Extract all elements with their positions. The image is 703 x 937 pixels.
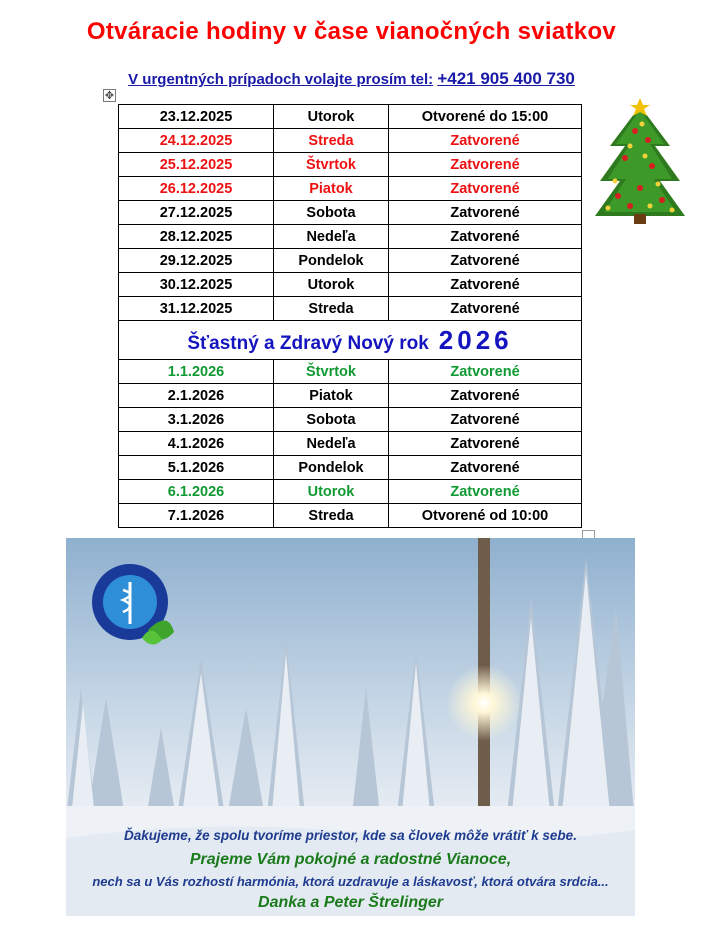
christmas-wish: Prajeme Vám pokojné a radostné Vianoce, bbox=[189, 851, 512, 868]
urgent-text: V urgentných prípadoch volajte prosím tel: bbox=[128, 71, 434, 88]
day-cell: Streda bbox=[274, 129, 389, 153]
status-cell: Otvorené od 10:00 bbox=[389, 504, 582, 528]
day-cell: Piatok bbox=[274, 384, 389, 408]
phone-number[interactable]: +421 905 400 730 bbox=[437, 69, 575, 88]
status-cell: Zatvorené bbox=[389, 249, 582, 273]
date-cell: 31.12.2025 bbox=[119, 297, 274, 321]
date-cell: 29.12.2025 bbox=[119, 249, 274, 273]
day-cell: Utorok bbox=[274, 105, 389, 129]
date-cell: 26.12.2025 bbox=[119, 177, 274, 201]
date-cell: 7.1.2026 bbox=[119, 504, 274, 528]
harmony-text: nech sa u Vás rozhostí harmónia, ktorá uzdravuje a láskavosť, ktorá otvára srdcia... bbox=[92, 874, 609, 889]
day-cell: Streda bbox=[274, 504, 389, 528]
status-cell: Zatvorené bbox=[389, 273, 582, 297]
date-cell: 30.12.2025 bbox=[119, 273, 274, 297]
day-cell: Pondelok bbox=[274, 456, 389, 480]
table-row bbox=[119, 480, 582, 504]
status-cell: Zatvorené bbox=[389, 456, 582, 480]
table-row bbox=[119, 504, 582, 528]
date-cell: 28.12.2025 bbox=[119, 225, 274, 249]
status-cell: Zatvorené bbox=[389, 153, 582, 177]
status-cell: Zatvorené bbox=[389, 384, 582, 408]
day-cell: Utorok bbox=[274, 480, 389, 504]
signature: Danka a Peter Štrelinger bbox=[258, 894, 443, 911]
date-cell: 3.1.2026 bbox=[119, 408, 274, 432]
table-row bbox=[119, 408, 582, 432]
day-cell: Pondelok bbox=[274, 249, 389, 273]
thank-you-text: Ďakujeme, že spolu tvoríme priestor, kde sa človek môže vrátiť k sebe. bbox=[124, 828, 577, 843]
table-row bbox=[119, 225, 582, 249]
day-cell: Streda bbox=[274, 297, 389, 321]
table-row bbox=[119, 129, 582, 153]
status-cell: Zatvorené bbox=[389, 177, 582, 201]
status-cell: Zatvorené bbox=[389, 480, 582, 504]
page-title: Otváracie hodiny v čase vianočných sviatkov bbox=[86, 18, 617, 45]
date-cell: 24.12.2025 bbox=[119, 129, 274, 153]
date-cell: 23.12.2025 bbox=[119, 105, 274, 129]
day-cell: Sobota bbox=[274, 408, 389, 432]
date-cell: 1.1.2026 bbox=[119, 360, 274, 384]
date-cell: 4.1.2026 bbox=[119, 432, 274, 456]
new-year-row bbox=[119, 321, 582, 360]
status-cell: Zatvorené bbox=[389, 129, 582, 153]
centrum-logo bbox=[90, 560, 180, 650]
status-cell: Zatvorené bbox=[389, 225, 582, 249]
table-row bbox=[119, 432, 582, 456]
table-row bbox=[119, 297, 582, 321]
table-row bbox=[119, 456, 582, 480]
table-row bbox=[119, 384, 582, 408]
status-cell: Zatvorené bbox=[389, 297, 582, 321]
day-cell: Nedeľa bbox=[274, 432, 389, 456]
new-year-text: Šťastný a Zdravý Nový rok bbox=[187, 332, 429, 354]
table-row bbox=[119, 249, 582, 273]
table-row bbox=[119, 360, 582, 384]
date-cell: 5.1.2026 bbox=[119, 456, 274, 480]
christmas-tree-icon bbox=[590, 96, 690, 228]
date-cell: 2.1.2026 bbox=[119, 384, 274, 408]
day-cell: Nedeľa bbox=[274, 225, 389, 249]
table-row bbox=[119, 201, 582, 225]
status-cell: Zatvorené bbox=[389, 360, 582, 384]
table-row bbox=[119, 177, 582, 201]
day-cell: Štvrtok bbox=[274, 153, 389, 177]
table-row bbox=[119, 153, 582, 177]
date-cell: 25.12.2025 bbox=[119, 153, 274, 177]
new-year-greeting bbox=[119, 321, 582, 360]
opening-hours-table bbox=[118, 104, 582, 528]
day-cell: Štvrtok bbox=[274, 360, 389, 384]
day-cell: Sobota bbox=[274, 201, 389, 225]
table-row bbox=[119, 105, 582, 129]
status-cell: Zatvorené bbox=[389, 432, 582, 456]
table-row bbox=[119, 273, 582, 297]
day-cell: Piatok bbox=[274, 177, 389, 201]
day-cell: Utorok bbox=[274, 273, 389, 297]
status-cell: Zatvorené bbox=[389, 408, 582, 432]
urgent-contact bbox=[0, 69, 703, 89]
new-year-year: 2026 bbox=[438, 324, 513, 355]
winter-forest-image bbox=[66, 538, 635, 916]
status-cell: Otvorené do 15:00 bbox=[389, 105, 582, 129]
table-move-handle[interactable]: ✥ bbox=[104, 90, 115, 102]
status-cell: Zatvorené bbox=[389, 201, 582, 225]
date-cell: 6.1.2026 bbox=[119, 480, 274, 504]
date-cell: 27.12.2025 bbox=[119, 201, 274, 225]
